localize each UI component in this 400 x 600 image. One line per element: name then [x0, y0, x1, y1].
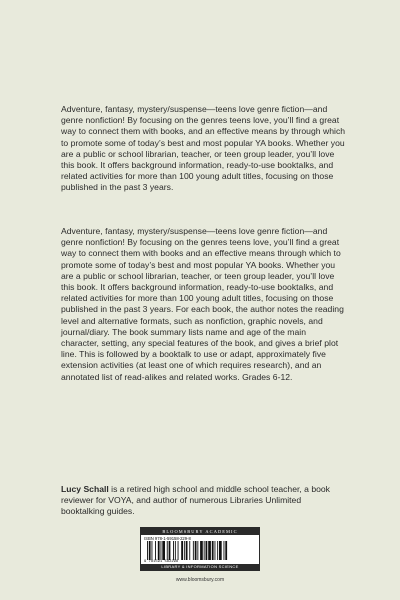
blurb-paragraph-short: Adventure, fantasy, mystery/suspense—teens love genre fiction—and genre nonfiction! By focusing on the genres teens love, you’ll find a great way to connect them with books, and an effective means by through which to promote some of today’s best and most popular YA books. Whether you are a public or school librarian, teacher, or teen group leader, you’ll love this book. It offers background information, ready-to-use booktalks, and related activities for more than 100 young adult titles, focusing on those published in the past 3 years.: [61, 104, 346, 193]
author-bio: [61, 484, 346, 518]
barcode-block: [140, 527, 260, 571]
category-band: LIBRARY & INFORMATION SCIENCE: [141, 564, 259, 570]
barcode-image: [147, 541, 253, 560]
blurb-paragraph-long: Adventure, fantasy, mystery/suspense—teens love genre fiction—and genre nonfiction! By focusing on the genres teens love, you’ll find a great way to connect them with books and an effective means through which to promote some of today’s best and most popular YA books. Whether you are a public or school librarian, teacher, or teen group leader, you’ll love this book. It offers background information, ready-to-use booktalks, and related activities for more than 100 young adult titles, focusing on those published in the past 3 years. For each book, the author notes the reading level and alternative formats, such as nonfiction, graphic novels, and journal/diary. The book summary lists name and age of the main character, setting, any special features of the book, and gives a brief plot line. This is followed by a booktalk to use or adapt, approximately five extension activities (at least one of which requires research), and an annotated list of read-alikes and related works. Grades 6-12.: [61, 226, 344, 382]
author-name: Lucy Schall: [61, 484, 109, 494]
publisher-website: www.bloomsbury.com: [175, 577, 225, 583]
publisher-band: BLOOMSBURY ACADEMIC: [141, 528, 259, 535]
barcode-digits: 9 781591 582298: [144, 560, 179, 564]
author-bio-text: is a retired high school and middle school teacher, a book reviewer for VOYA, and author of numerous Libraries Unlimited booktalking guides.: [61, 484, 330, 517]
isbn-label: ISBN 978-1-59158-229-8: [144, 536, 191, 541]
